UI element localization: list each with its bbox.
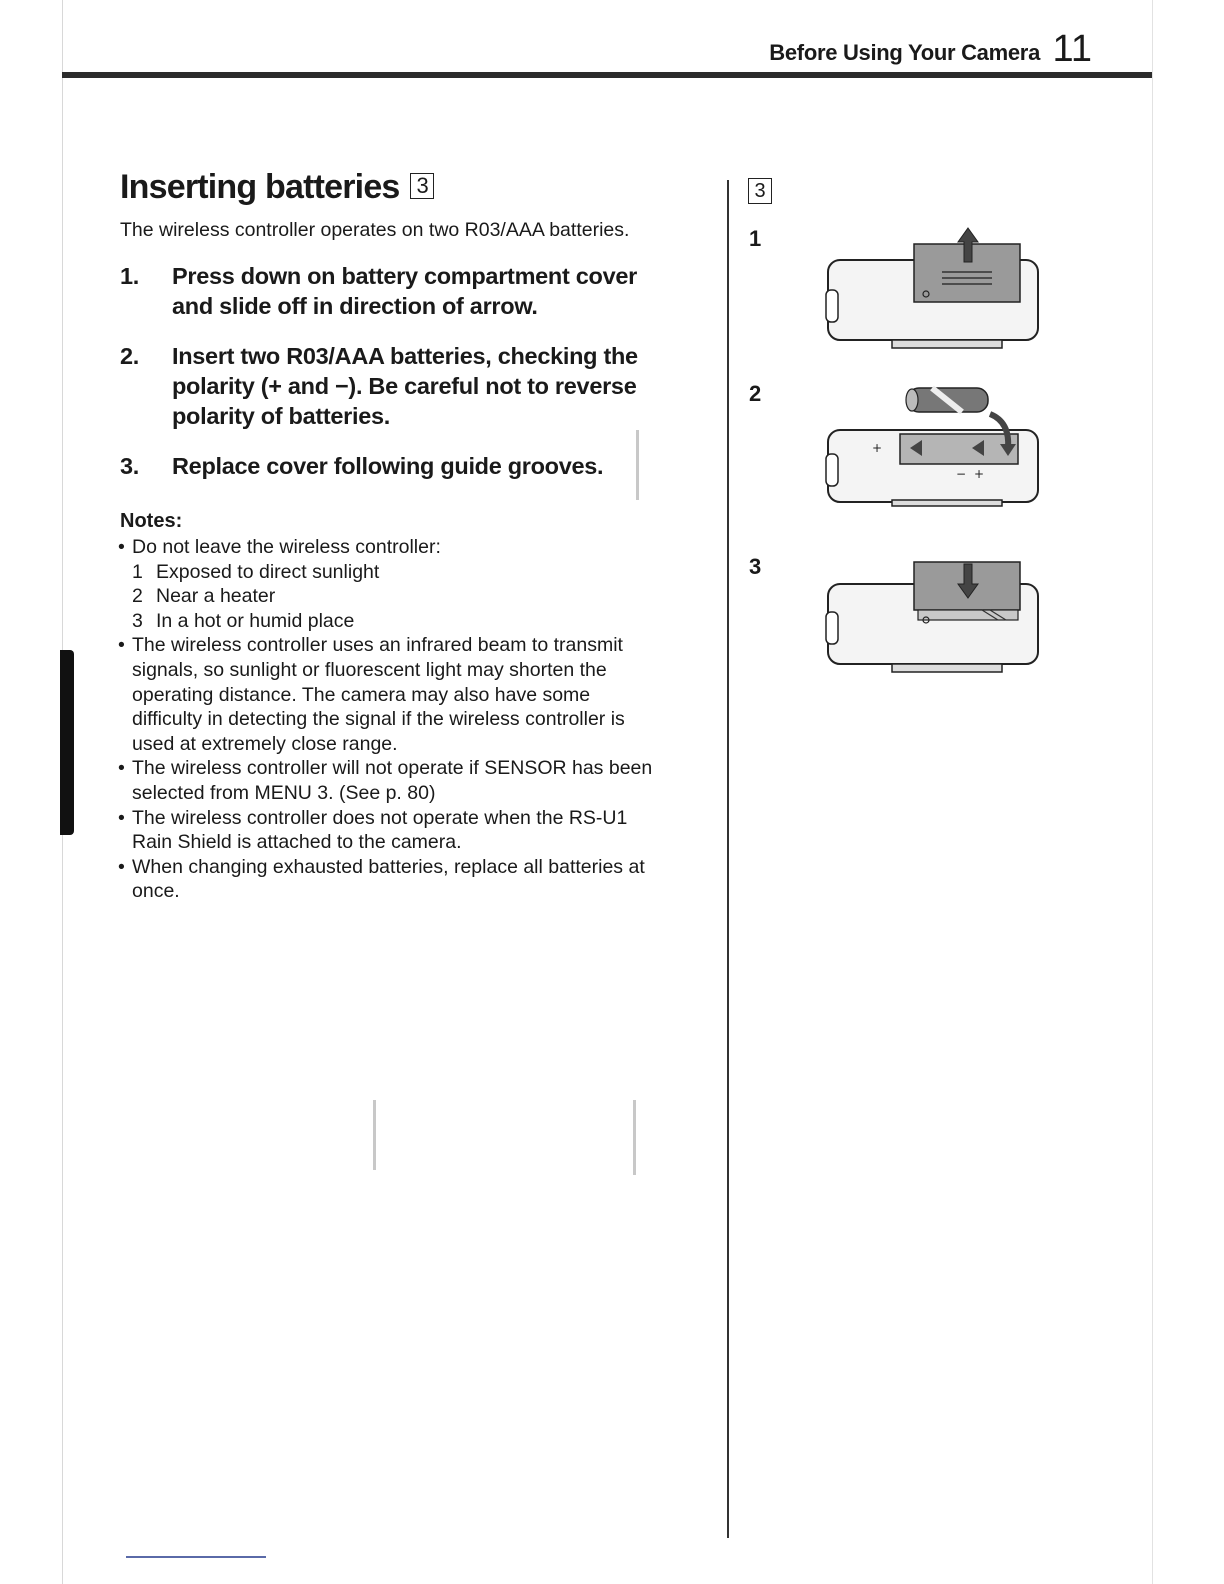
figure-step-label: 1 — [749, 226, 762, 251]
controller-side-button — [826, 612, 838, 644]
note-sub-text: Exposed to direct sunlight — [156, 560, 380, 583]
column-divider — [727, 180, 729, 1538]
controller-insert-batteries-illustration — [822, 378, 1044, 508]
step-text-line: polarity of batteries. — [172, 403, 391, 429]
note-sub-item — [132, 584, 710, 609]
note-sub-number: 3 — [132, 609, 143, 632]
notes-title: Notes: — [120, 510, 183, 532]
scan-artifact — [633, 1100, 636, 1175]
note-continuation: selected from MENU 3. (See p. 80) — [132, 781, 436, 804]
note-item: • When changing exhausted batteries, replace all batteries at — [120, 855, 710, 880]
running-header — [600, 30, 1092, 70]
figure-step-label: 3 — [749, 554, 762, 579]
note-sub-number: 2 — [132, 585, 143, 608]
binding-mark — [60, 650, 74, 835]
section-title — [120, 165, 710, 209]
note-continuation: operating distance. The camera may also have some — [132, 683, 591, 706]
polarity-minus: − — [956, 467, 967, 481]
note-continuation: used at extremely close range. — [132, 732, 398, 755]
page-edge — [1152, 0, 1153, 1584]
controller-replace-cover-illustration — [822, 550, 1044, 680]
controller-base — [892, 340, 1002, 348]
step-number: 3. — [120, 453, 139, 479]
step-text-line: and slide off in direction of arrow. — [172, 293, 538, 319]
footer-rule — [126, 1556, 266, 1558]
note-continuation: signals, so sunlight or fluorescent light may shorten the — [132, 658, 607, 681]
controller-remove-cover-illustration — [822, 222, 1044, 352]
note-item: • Do not leave the wireless controller: — [120, 535, 710, 560]
figure-label-badge: 3 — [748, 178, 772, 204]
note-sub-text: In a hot or humid place — [156, 609, 355, 632]
battery-aaa-icon — [906, 388, 988, 412]
controller-side-button — [826, 290, 838, 322]
step-text-line: Insert two R03/AAA batteries, checking the — [172, 343, 638, 369]
note-sub-item — [132, 609, 710, 634]
step-item — [120, 261, 710, 321]
step-text-line: Replace cover following guide grooves. — [172, 453, 604, 479]
notes-list — [120, 535, 710, 904]
scan-artifact — [373, 1100, 376, 1170]
note-continuation: once. — [132, 880, 180, 903]
step-item — [120, 451, 710, 481]
note-item: • The wireless controller uses an infrared beam to transmit — [120, 633, 710, 658]
note-sub-item — [132, 560, 710, 585]
note-sub-number: 1 — [132, 560, 143, 583]
scan-artifact — [636, 430, 639, 500]
step-text-line: polarity (+ and −). Be careful not to reverse — [172, 373, 637, 399]
page-number: 11 — [1052, 28, 1092, 70]
section-intro: The wireless controller operates on two R03/AAA batteries. — [120, 219, 630, 241]
step-number: 2. — [120, 343, 139, 369]
controller-side-button — [826, 454, 838, 486]
figure-step-label: 2 — [749, 381, 762, 406]
note-continuation: Rain Shield is attached to the camera. — [132, 831, 462, 854]
running-header-title: Before Using Your Camera — [769, 40, 1040, 65]
note-item: • The wireless controller does not operate when the RS-U1 — [120, 806, 710, 831]
note-sub-list — [120, 560, 710, 634]
note-continuation: difficulty in detecting the signal if the wireless controller is — [132, 708, 625, 731]
note-item: • The wireless controller will not operate if SENSOR has been — [120, 756, 710, 781]
main-column — [120, 165, 710, 904]
step-item — [120, 341, 710, 431]
step-number: 1. — [120, 263, 139, 289]
section-title-text: Inserting batteries — [120, 168, 400, 206]
polarity-plus: + — [872, 441, 883, 455]
note-sub-text: Near a heater — [156, 585, 276, 608]
header-rule — [62, 72, 1152, 78]
polarity-plus: + — [974, 467, 985, 481]
figure-reference-badge: 3 — [410, 173, 434, 199]
step-list — [120, 261, 710, 481]
step-text-line: Press down on battery compartment cover — [172, 263, 637, 289]
